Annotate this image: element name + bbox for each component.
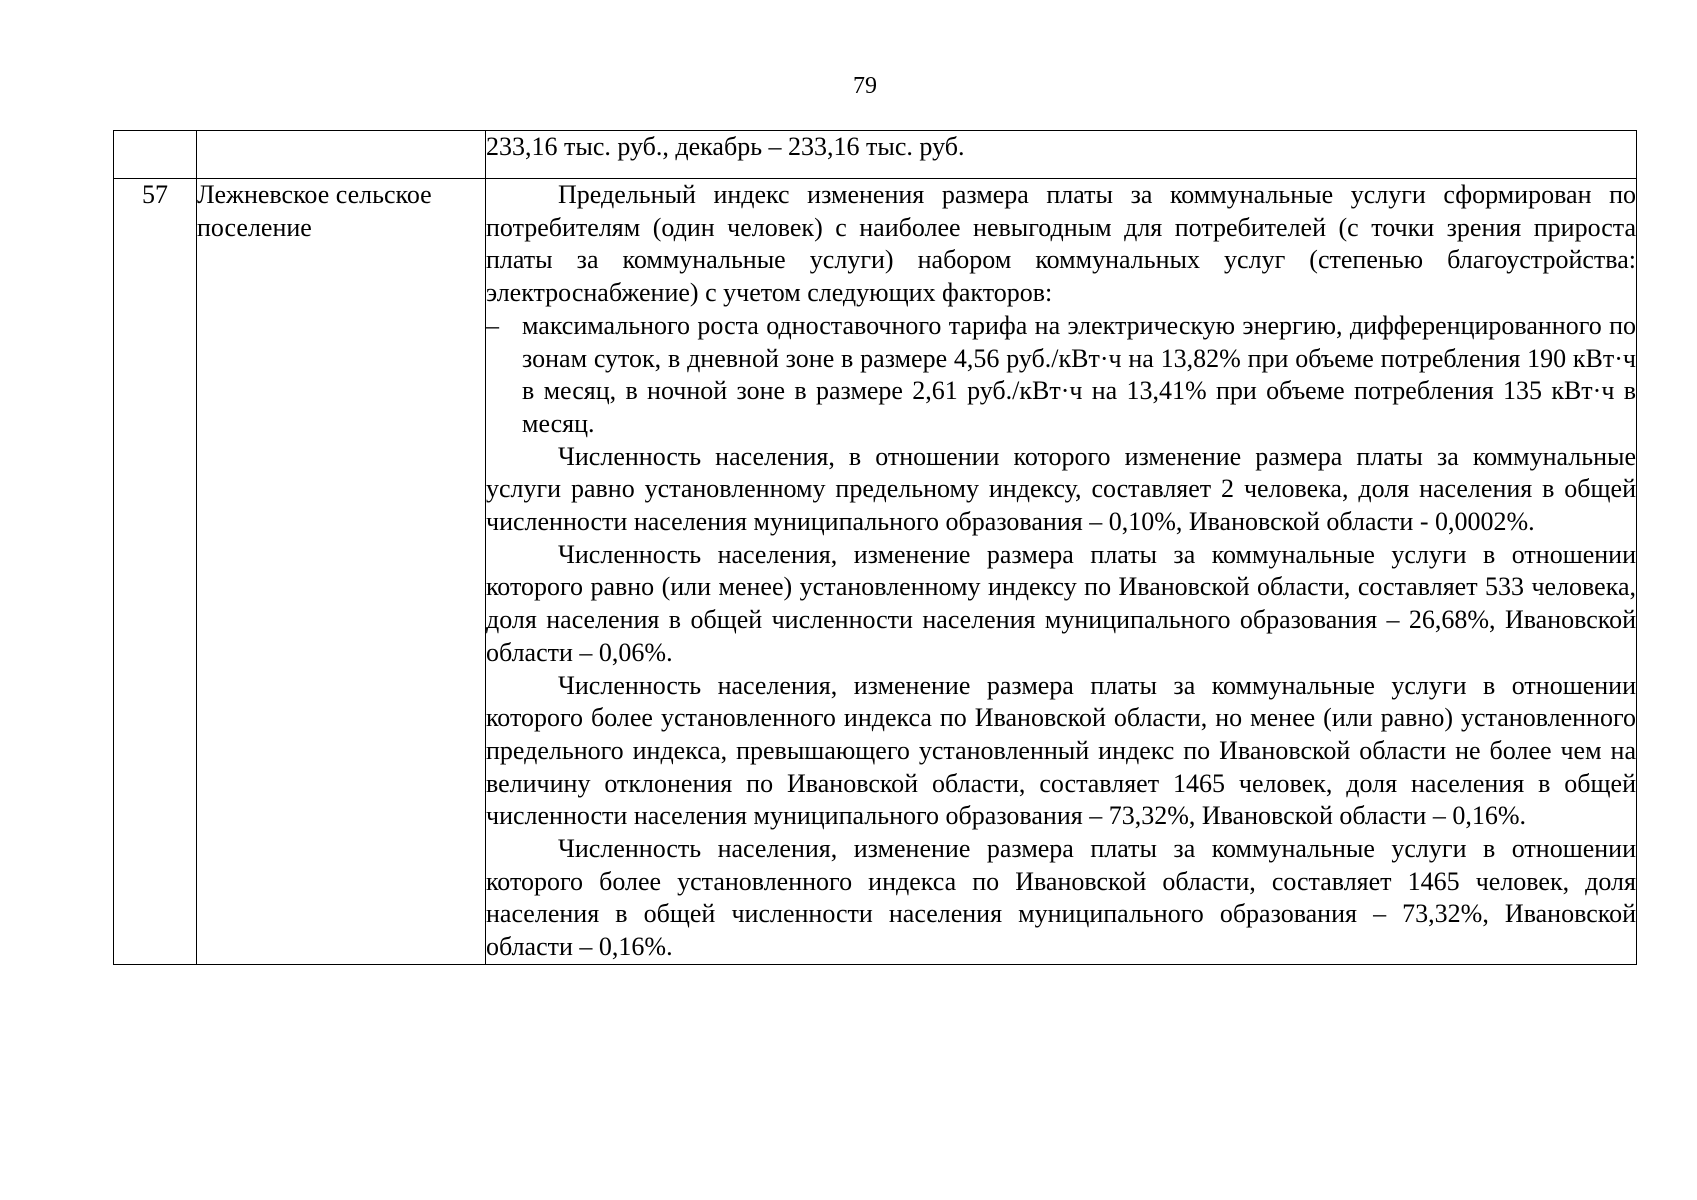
factor-text: максимального роста одноставочного тарифа на электрическую энергию, дифференцированного по зонам суток, в дневной зоне в размере 4,56 руб./кВт·ч на 13,82% при объеме потребления 190 кВт·ч в месяц, в ночной зоне в размере 2,61 руб./кВт·ч на 13,41% при объеме потребления 135 кВт·ч в месяц. bbox=[522, 310, 1636, 438]
population-paragraph-4: Численность населения, изменение размера платы за коммунальные услуги в отношении которого более установленного индекса по Ивановской области, составляет 1465 человек, доля населения в общей численности населения муниципального образования – 73,32%, Ивановской области – 0,16%. bbox=[486, 834, 1636, 962]
data-table bbox=[113, 130, 1637, 965]
population-paragraph-1: Численность населения, в отношении которого изменение размера платы за коммунальные услуги равно установленному предельному индексу, составляет 2 человека, доля населения в общей численности населения муниципального образования – 0,10%, Ивановской области - 0,0002%. bbox=[486, 441, 1636, 537]
continuation-text: 233,16 тыс. руб., декабрь – 233,16 тыс. руб. bbox=[486, 132, 965, 161]
settlement-name-cell: Лежневское сельское поселение bbox=[197, 179, 486, 965]
factor-list-item bbox=[486, 310, 1636, 441]
row-number-cell: 57 bbox=[114, 179, 197, 965]
population-paragraph-3: Численность населения, изменение размера платы за коммунальные услуги в отношении которого более установленного индекса по Ивановской области, но менее (или равно) установленного предельного индекса, превышающего установленный индекс по Ивановской области не более чем на величину отклонения по Ивановской области, составляет 1465 человек, доля населения в общей численности населения муниципального образования – 73,32%, Ивановской области – 0,16%. bbox=[486, 670, 1636, 831]
settlement-name-cell bbox=[197, 131, 486, 179]
population-paragraph-2: Численность населения, изменение размера платы за коммунальные услуги в отношении которого равно (или менее) установленному индексу по Ивановской области, составляет 533 человека, доля населения в общей численности населения муниципального образования – 26,68%, Ивановской области – 0,06%. bbox=[486, 539, 1636, 667]
table-row-continuation bbox=[114, 131, 1637, 179]
table-row-57 bbox=[114, 179, 1637, 965]
row-number-cell bbox=[114, 131, 197, 179]
description-cell bbox=[486, 131, 1637, 179]
page-number: 79 bbox=[853, 73, 877, 99]
intro-paragraph: Предельный индекс изменения размера платы за коммунальные услуги сформирован по потребителям (один человек) с наиболее невыгодным для потребителей (с точки зрения прироста платы за коммунальные услуги) набором коммунальных услуг (степенью благоустройства: электроснабжение) с учетом следующих факторов: bbox=[486, 180, 1636, 308]
description-cell bbox=[486, 179, 1637, 965]
bullet-dash: – bbox=[486, 310, 499, 340]
